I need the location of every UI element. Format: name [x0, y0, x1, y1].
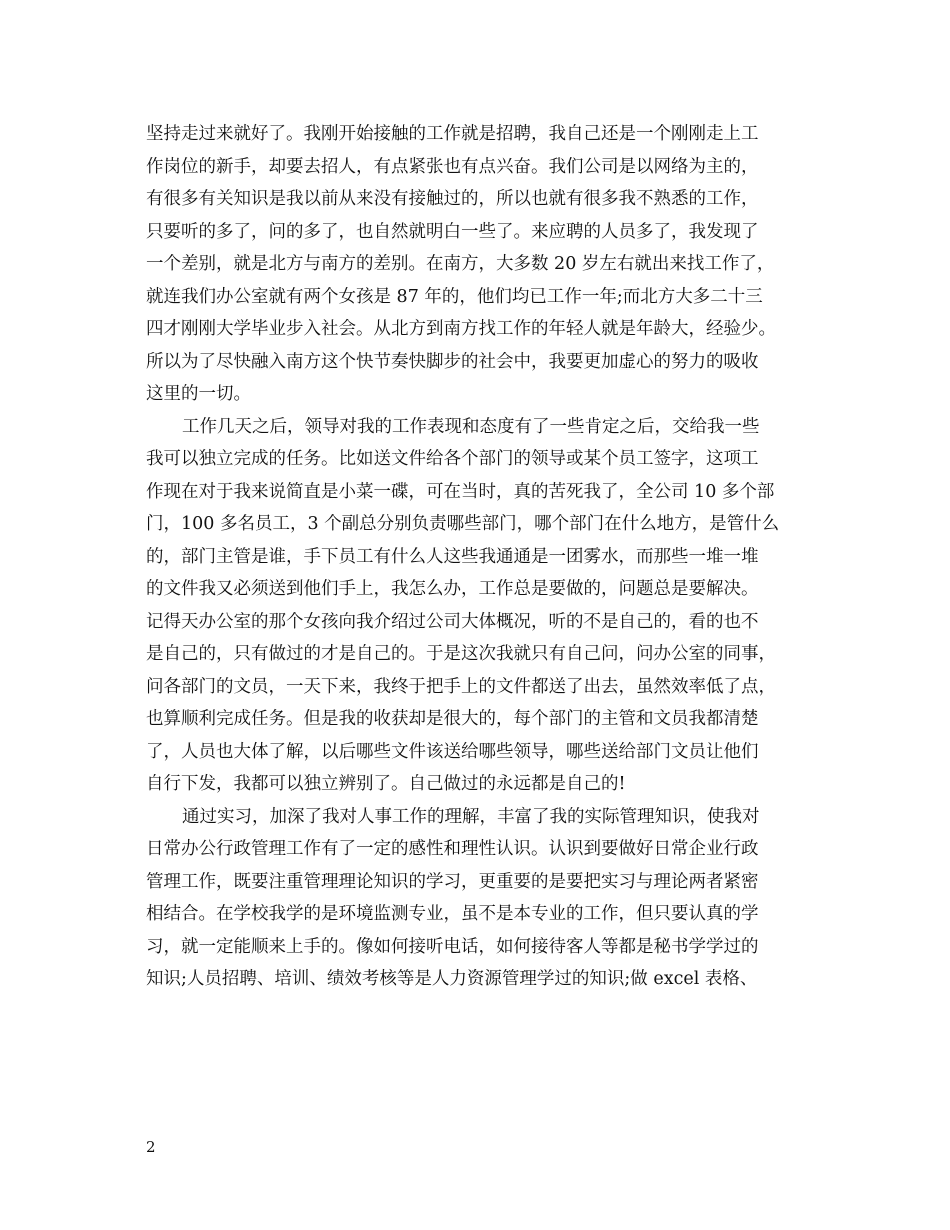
text-line: 只要听的多了，问的多了，也自然就明白一些了。来应聘的人员多了，我发现了: [146, 221, 759, 242]
body-text: [146, 118, 806, 996]
text-line: 知识;人员招聘、培训、绩效考核等是人力资源管理学过的知识;做 excel 表格、: [146, 969, 758, 989]
text-line: 四才刚刚大学毕业步入社会。从北方到南方找工作的年轻人就是年龄大，经验少。: [146, 319, 776, 339]
paragraph-start-line: 通过实习，加深了我对人事工作的理解，丰富了我的实际管理知识，使我对: [182, 806, 760, 827]
text-line: 的，部门主管是谁，手下员工有什么人这些我通通是一团雾水，而那些一堆一堆: [146, 546, 759, 567]
paragraph-start-line: 工作几天之后，领导对我的工作表现和态度有了一些肯定之后，交给我一些: [182, 416, 760, 437]
text-line: 问各部门的文员，一天下来，我终于把手上的文件都送了出去，虽然效率低了点，: [146, 676, 776, 697]
text-line: 有很多有关知识是我以前从来没有接触过的，所以也就有很多我不熟悉的工作，: [146, 189, 759, 209]
text-line: 记得天办公室的那个女孩向我介绍过公司大体概况，听的不是自己的，看的也不: [146, 611, 759, 632]
text-line: 自行下发，我都可以独立辨别了。自己做过的永远都是自己的!: [146, 774, 626, 794]
text-line: 一个差别，就是北方与南方的差别。在南方，大多数 20 岁左右就出来找工作了，: [146, 254, 775, 274]
text-line: 相结合。在学校我学的是环境监测专业，虽不是本专业的工作，但只要认真的学: [146, 904, 759, 924]
text-line: 坚持走过来就好了。我刚开始接触的工作就是招聘，我自己还是一个刚刚走上工: [146, 124, 759, 144]
text-line: 也算顺利完成任务。但是我的收获却是很大的，每个部门的主管和文员我都清楚: [146, 709, 759, 729]
text-line: 作岗位的新手，却要去招人，有点紧张也有点兴奋。我们公司是以网络为主的，: [146, 156, 759, 177]
text-line: 的文件我又必须送到他们手上，我怎么办，工作总是要做的，问题总是要解决。: [146, 579, 759, 599]
text-line: 作现在对于我来说简直是小菜一碟，可在当时，真的苦死我了，全公司 10 多个部: [146, 481, 775, 502]
text-line: 日常办公行政管理工作有了一定的感性和理性认识。认识到要做好日常企业行政: [146, 839, 759, 859]
text-line: 我可以独立完成的任务。比如送文件给各个部门的领导或某个员工签字，这项工: [146, 449, 759, 469]
text-line: 门，100 多名员工，3 个副总分别负责哪些部门，哪个部门在什么地方，是管什么: [146, 514, 780, 534]
text-line: 了，人员也大体了解，以后哪些文件该送给哪些领导，哪些送给部门文员让他们: [146, 741, 759, 762]
text-line: 所以为了尽快融入南方这个快节奏快脚步的社会中，我要更加虚心的努力的吸收: [146, 351, 759, 372]
text-line: 就连我们办公室就有两个女孩是 87 年的，他们均已工作一年;而北方大多二十三: [146, 286, 763, 307]
page-number: 2: [146, 1138, 156, 1156]
text-line: 这里的一切。: [146, 384, 251, 404]
text-line: 是自己的，只有做过的才是自己的。于是这次我就只有自己问，问办公室的同事，: [146, 644, 776, 664]
text-line: 管理工作，既要注重管理理论知识的学习，更重要的是要把实习与理论两者紧密: [146, 871, 759, 892]
text-line: 习，就一定能顺来上手的。像如何接听电话，如何接待客人等都是秘书学学过的: [146, 936, 759, 957]
